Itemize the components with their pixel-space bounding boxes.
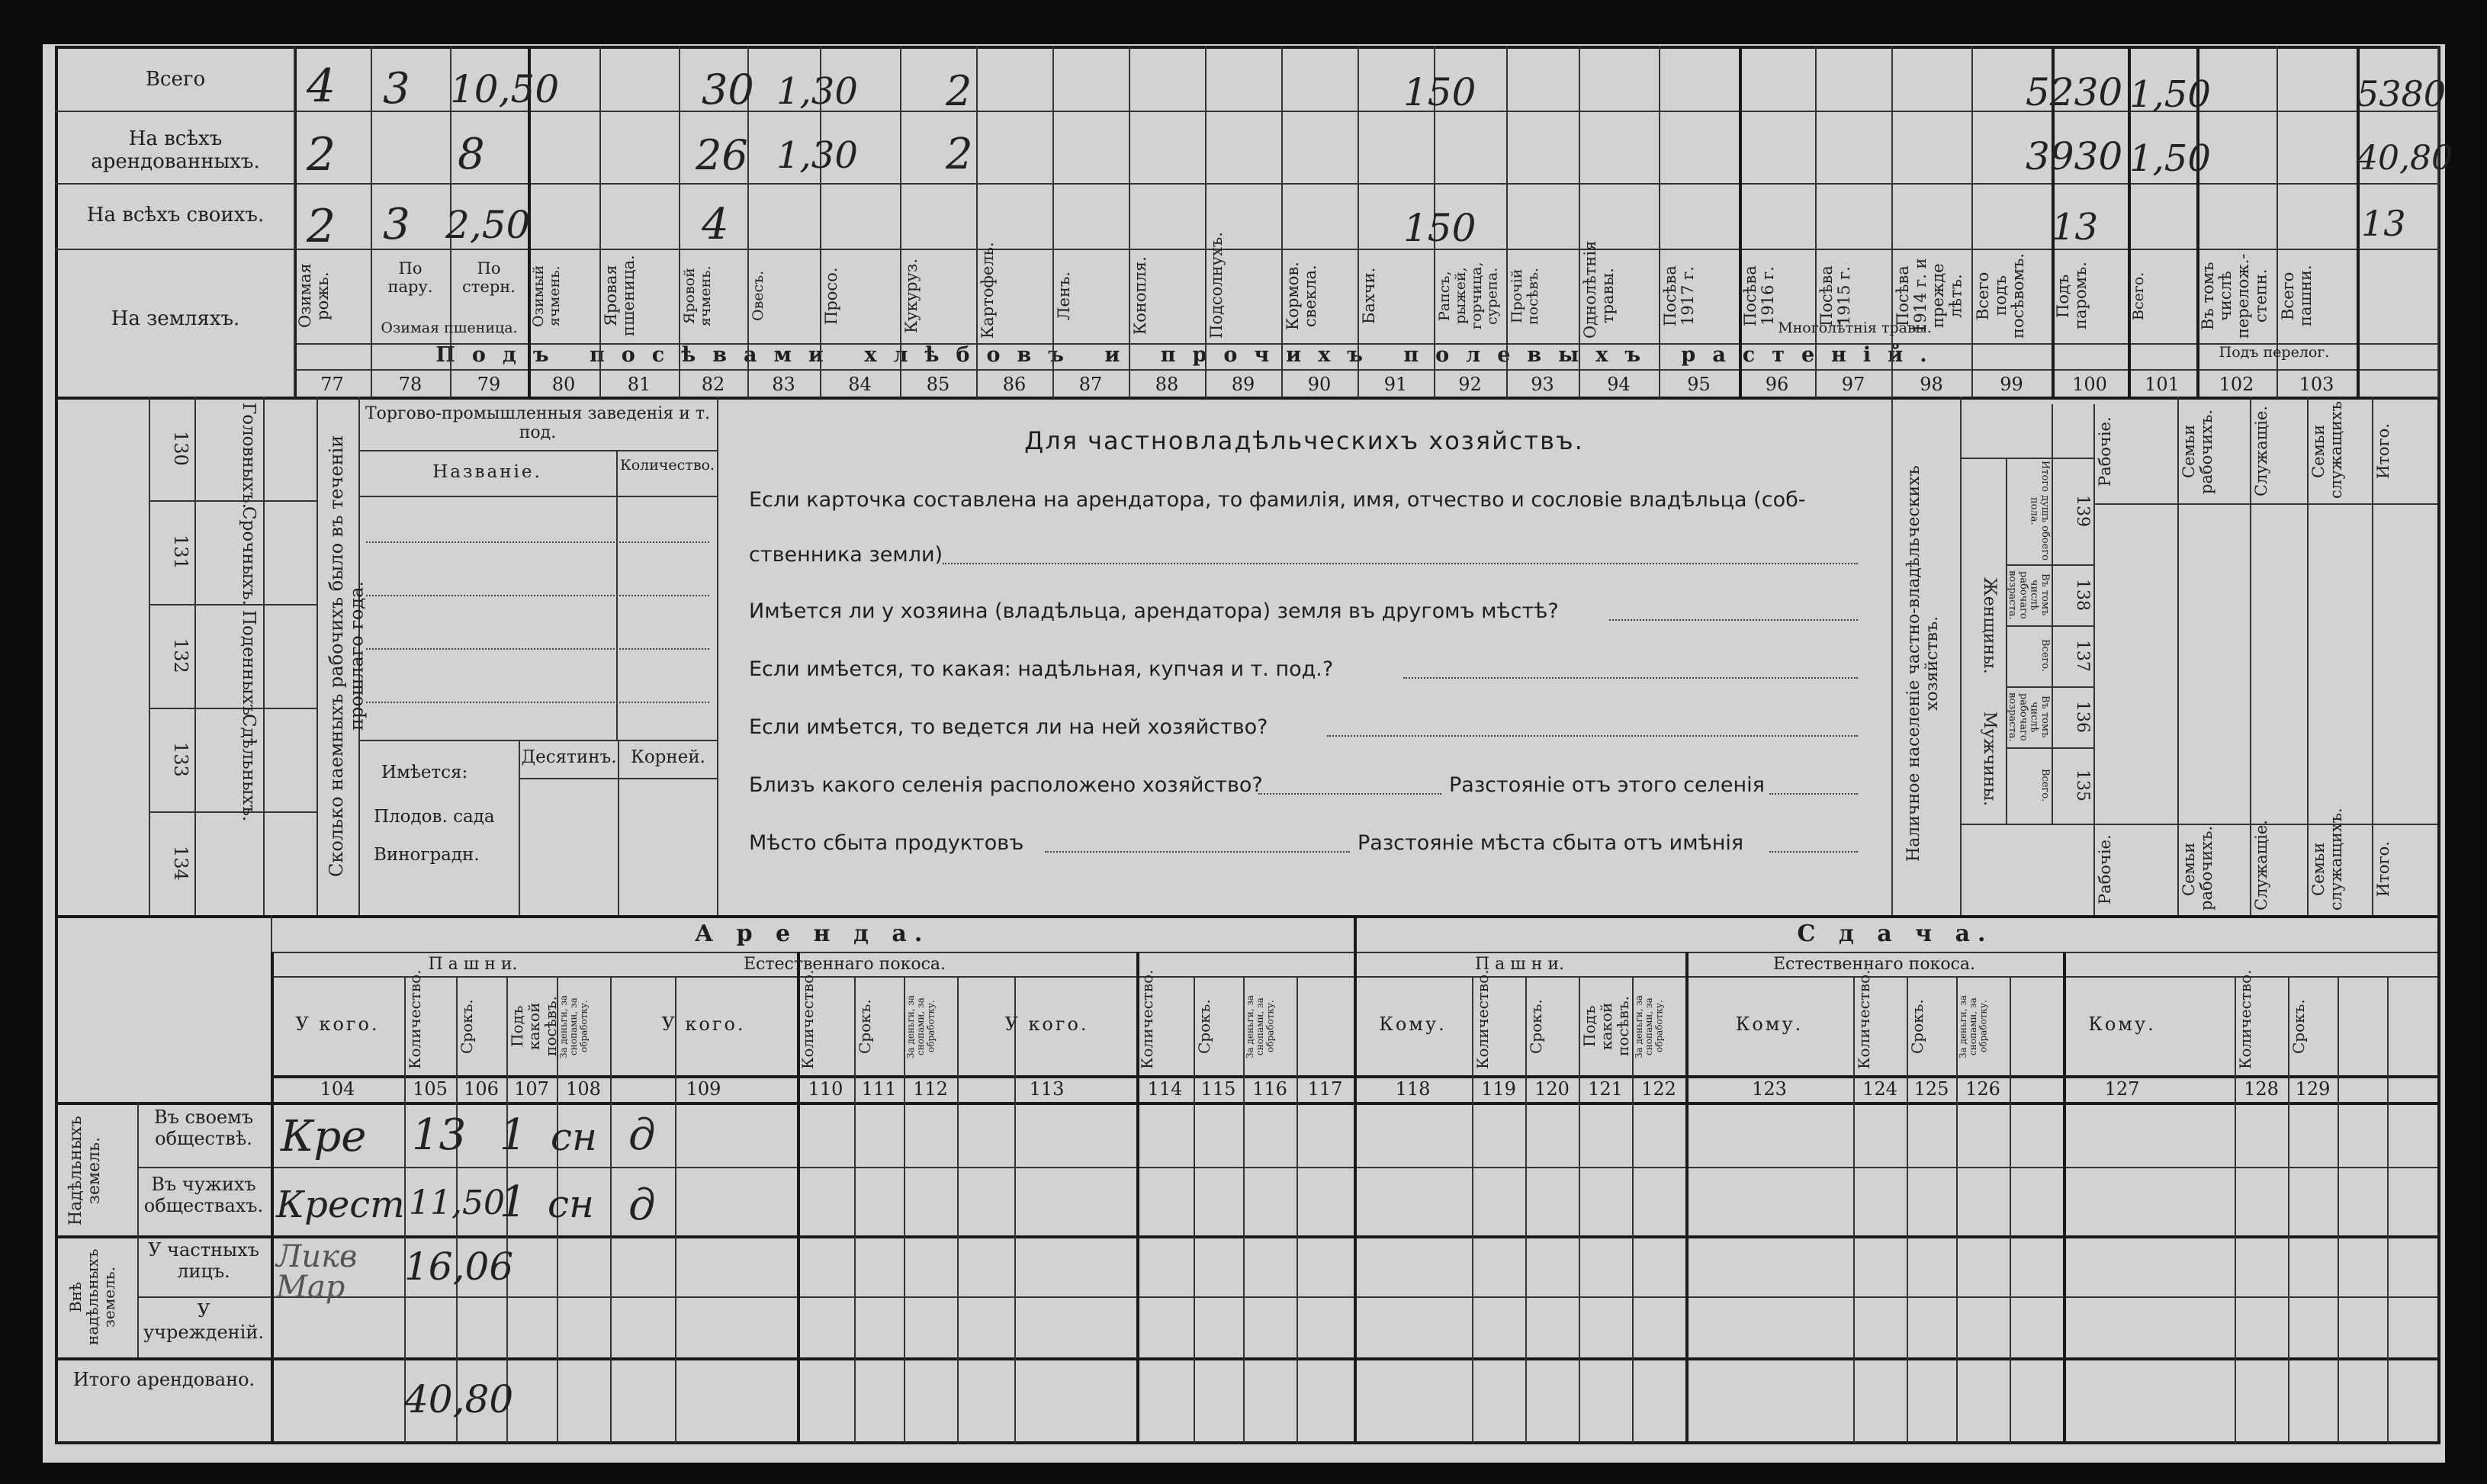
top-col-num-90: 90	[1307, 374, 1332, 395]
bottom-col-label-119: Количество.	[1473, 969, 1492, 1069]
top-col-num-92: 92	[1458, 374, 1482, 395]
question-3: Если имѣется, то какая: надѣльная, купчая и т. под.?	[749, 657, 1334, 681]
desyatin-header: Десятинъ.	[521, 747, 617, 767]
bottom-col-label-111: Срокъ.	[856, 999, 874, 1054]
bottom-col-label-109: У кого.	[661, 1013, 746, 1035]
bottom-col-num-128: 128	[2244, 1078, 2279, 1100]
bottom-col-num-116: 116	[1252, 1078, 1287, 1100]
group-mnogoletnie: Многолѣтнія травы.	[1778, 320, 1932, 336]
bottom-col-label-116: За деньги, за снопами, за обработку.	[1245, 994, 1276, 1058]
bottom-col-num-114: 114	[1147, 1078, 1183, 1100]
top-col-label-100: Подъ паромъ.	[2054, 262, 2090, 330]
top-col-num-102: 102	[2219, 374, 2254, 395]
top-col-label-87: Ленъ.	[1055, 271, 1073, 320]
hw-r2-za: д	[628, 1180, 656, 1230]
question-4: Если имѣется, то ведется ли на ней хозяйство?	[749, 715, 1268, 739]
top-col-label-88: Конопля.	[1131, 256, 1149, 336]
right-col-top-2: Семьи рабочихъ.	[2180, 409, 2216, 494]
bottom-col-label-125: Срокъ.	[1908, 999, 1926, 1054]
bottom-col-num-118: 118	[1395, 1078, 1431, 1100]
bottom-col-num-121: 121	[1588, 1078, 1623, 1100]
pop-col-label-139: Итого душъ обоего пола.	[2028, 461, 2051, 561]
top-col-num-84: 84	[848, 374, 872, 395]
bottom-col-num-123: 123	[1752, 1078, 1787, 1100]
hw-svoih-82: 4	[702, 200, 729, 249]
hw-vsego-100: 1,50	[2129, 73, 2211, 116]
top-col-label-85: Кукуруз.	[902, 258, 921, 334]
top-col-num-81: 81	[627, 374, 651, 395]
top-col-label-102: Въ томъ числѣ перелож.-степн.	[2199, 253, 2270, 339]
bottom-col-num-126: 126	[1965, 1078, 2000, 1100]
bottom-col-num-119: 119	[1481, 1078, 1516, 1100]
bottom-col-label-104: У кого.	[295, 1013, 380, 1035]
top-col-label-90: Кормов. свекла.	[1284, 262, 1320, 330]
row-itogo: Итого арендовано.	[72, 1369, 255, 1390]
bottom-col-num-106: 106	[464, 1078, 499, 1100]
bottom-col-label-127: Кому.	[2088, 1013, 2156, 1035]
vinograd-label: Виноградн.	[374, 845, 480, 865]
bottom-col-label-121: Подъ какой посѣвъ.	[1580, 996, 1632, 1057]
workers-col-num-133: 133	[170, 742, 191, 777]
bottom-col-label-105: Количество.	[406, 969, 424, 1069]
top-col-num-82: 82	[701, 374, 725, 395]
workers-col-num-131: 131	[170, 535, 191, 570]
hw-svoih-103: 13	[2361, 203, 2406, 244]
top-col-num-78: 78	[398, 374, 423, 395]
hw-svoih-99: 13	[2052, 206, 2099, 249]
top-col-num-88: 88	[1155, 374, 1179, 395]
hw-arend-83: 1,30	[776, 134, 858, 177]
hw-svoih-79: 2,50	[445, 203, 531, 247]
trade-title: Торгово-промышленныя заведенія и т. под.	[365, 404, 711, 443]
top-col-label-99: Всего подъ посѣвомъ.	[1974, 253, 2028, 339]
row-svoem: Въ своемъ обществѣ.	[153, 1107, 254, 1149]
bottom-col-num-109: 109	[686, 1078, 721, 1100]
pop-col-num-139: 139	[2073, 495, 2092, 527]
imeetsya-label: Имѣется:	[381, 763, 468, 782]
top-col-label-98: Посѣва 1914 г. и прежде лѣтъ.	[1894, 258, 1965, 334]
workers-col-num-134: 134	[170, 846, 191, 881]
top-col-label-81: Яровая пшеница.	[602, 255, 638, 337]
row-uchrezhdeniy: У учрежденій.	[143, 1300, 264, 1343]
hw-svoih-77: 2	[307, 200, 336, 253]
top-col-label-84: Просо.	[822, 267, 840, 325]
group-perelog: Подъ перелог.	[2219, 344, 2330, 361]
workers-col-label-131: Срочныхъ.	[239, 506, 259, 605]
bottom-col-num-112: 112	[913, 1078, 948, 1100]
bottom-col-num-120: 120	[1534, 1078, 1570, 1100]
top-col-label-79: По стерн.	[462, 259, 516, 297]
workers-col-num-130: 130	[170, 431, 191, 466]
hw-vsego-103: 5380	[2357, 73, 2447, 114]
hw-vsego-77: 4	[307, 59, 336, 113]
row-label-arend: На всѣхъ арендованныхъ.	[91, 127, 260, 173]
bottom-col-label-128: Количество.	[2236, 969, 2254, 1069]
hw-arend-85: 2	[946, 130, 973, 179]
hw-r2-posev: сн	[548, 1182, 594, 1226]
trade-name-header: Названіе.	[432, 462, 542, 482]
bottom-col-label-106: Срокъ.	[458, 999, 476, 1054]
row-chuzhih: Въ чужихъ обществахъ.	[143, 1174, 264, 1216]
pop-men-label: Мужчины.	[1980, 711, 1999, 807]
right-col-bot-2: Семьи рабочихъ.	[2180, 825, 2216, 911]
top-col-label-92: Рапсъ, рыжей, горчица, сурепа.	[1436, 262, 1501, 330]
bottom-col-label-126: За деньги, за снопами, за обработку.	[1958, 994, 1989, 1058]
top-col-label-83: Овесъ.	[750, 270, 766, 322]
hw-vsego-85: 2	[946, 67, 972, 115]
top-col-num-89: 89	[1231, 374, 1255, 395]
hw-vsego-82: 30	[702, 66, 754, 114]
row-label-svoih: На всѣхъ своихъ.	[86, 204, 265, 226]
top-col-label-93: Прочій посѣвъ.	[1509, 267, 1541, 325]
hw-svoih-91: 150	[1403, 206, 1476, 250]
trade-qty-header: Количество.	[619, 457, 715, 474]
hw-vsego-79: 10,50	[450, 67, 560, 111]
bottom-col-num-107: 107	[514, 1078, 549, 1100]
top-col-num-83: 83	[772, 374, 795, 395]
top-col-label-77: Озимая рожь.	[296, 263, 333, 329]
hw-vsego-78: 3	[383, 64, 410, 114]
top-col-num-91: 91	[1383, 374, 1408, 395]
top-col-num-80: 80	[551, 374, 576, 395]
sad-label: Плодов. сада	[374, 807, 495, 827]
hw-arend-103: 40,80	[2357, 139, 2453, 178]
workers-col-num-132: 132	[170, 638, 191, 673]
bottom-col-label-123: Кому.	[1735, 1013, 1804, 1035]
bottom-col-label-124: Количество.	[1855, 969, 1873, 1069]
bottom-col-num-105: 105	[413, 1078, 448, 1100]
right-col-top-5: Итого.	[2374, 423, 2392, 480]
row-label-vsego: Всего	[145, 68, 206, 91]
right-col-bot-3: Служащіе.	[2252, 820, 2270, 911]
bottom-col-label-107: Подъ какой посѣвъ.	[508, 996, 560, 1057]
hw-r3-u-kogo: Ликв Мар	[276, 1239, 358, 1305]
bottom-col-num-122: 122	[1641, 1078, 1676, 1100]
hw-r2-kol: 11,50	[409, 1184, 505, 1222]
bottom-col-num-117: 117	[1307, 1078, 1343, 1100]
hw-arend-100: 1,50	[2129, 137, 2211, 180]
hw-vsego-99: 5230	[2026, 70, 2123, 114]
hw-r1-srok: 1	[500, 1110, 527, 1160]
top-col-num-93: 93	[1531, 374, 1554, 395]
pop-col-label-135: Всего.	[2039, 769, 2051, 802]
private-title: Для частновладѣльческихъ хозяйствъ.	[1024, 426, 1584, 455]
hw-r2-u-kogo: Крест	[276, 1184, 405, 1226]
top-col-label-89: Подсолнухъ.	[1207, 232, 1226, 339]
top-col-label-78: По пару.	[387, 259, 433, 297]
top-col-num-85: 85	[926, 374, 950, 395]
top-col-label-94: Однолѣтнія травы.	[1581, 240, 1618, 339]
top-col-num-94: 94	[1607, 374, 1631, 395]
bottom-col-label-118: Кому.	[1379, 1013, 1447, 1035]
top-col-num-96: 96	[1765, 374, 1789, 395]
top-col-label-91: Бахчи.	[1360, 267, 1378, 325]
workers-col-label-133: Сдѣльныхъ.	[239, 714, 259, 822]
right-col-top-4: Семьи служащихъ.	[2309, 396, 2346, 499]
top-col-num-79: 79	[477, 374, 501, 395]
hw-vsego-83: 1,30	[776, 70, 858, 113]
bottom-col-label-114: Количество.	[1138, 969, 1156, 1069]
bottom-col-label-112: За деньги, за снопами, за обработку.	[905, 994, 937, 1058]
right-col-bot-4: Семьи служащихъ.	[2309, 808, 2346, 911]
bottom-col-label-120: Срокъ.	[1527, 999, 1545, 1054]
top-col-label-80: Озимый ячмень.	[530, 265, 563, 327]
top-col-num-95: 95	[1687, 374, 1711, 395]
hw-r3-kol: 16,06	[404, 1245, 514, 1289]
pop-col-num-138: 138	[2073, 579, 2092, 611]
top-col-num-101: 101	[2145, 374, 2180, 395]
workers-col-label-132: Поденныхъ.	[239, 610, 259, 721]
sdacha-pokos-label: Естественнаго покоса.	[1772, 955, 1975, 974]
bottom-col-label-108: За деньги, за снопами, за обработку.	[558, 994, 590, 1058]
top-col-label-96: Посѣва 1916 г.	[1741, 265, 1778, 326]
nadel-label: Надѣльныхъ земель.	[66, 1116, 104, 1225]
bottom-col-num-110: 110	[808, 1078, 843, 1100]
right-col-top-1: Рабочіе.	[2096, 416, 2114, 487]
bottom-col-label-115: Срокъ.	[1195, 999, 1213, 1054]
top-col-num-87: 87	[1078, 374, 1103, 395]
bottom-col-num-125: 125	[1913, 1078, 1949, 1100]
question-5b: Разстояніе отъ этого селенія	[1449, 773, 1765, 797]
top-col-label-101: Всего.	[2130, 271, 2147, 320]
korney-header: Корней.	[631, 747, 705, 767]
group-ozimaya: Озимая пшеница.	[381, 320, 518, 336]
right-col-bot-1: Рабочіе.	[2096, 834, 2114, 904]
top-col-num-77: 77	[320, 374, 344, 395]
bottom-col-num-108: 108	[566, 1078, 601, 1100]
hw-arend-79: 8	[458, 130, 485, 179]
pop-col-label-137: Всего.	[2039, 639, 2051, 673]
top-col-label-95: Посѣва 1917 г.	[1661, 265, 1698, 326]
arenda-pokos-label: Естественнаго покоса.	[743, 955, 946, 974]
top-col-label-86: Картофель.	[978, 242, 997, 339]
arenda-pashni-label: П а ш н и.	[428, 955, 518, 974]
question-2: Имѣется ли у хозяина (владѣльца, арендатора) земля въ другомъ мѣстѣ?	[749, 599, 1559, 623]
pop-women-label: Женщины.	[1980, 577, 1999, 674]
pop-col-num-137: 137	[2073, 640, 2092, 672]
hw-arend-82: 26	[696, 131, 748, 179]
sdacha-title: С д а ч а.	[1797, 920, 1994, 947]
pop-col-label-138: Въ томъ числѣ рабочаго возраста.	[2007, 570, 2051, 620]
question-6b: Разстояніе мѣста сбыта отъ имѣнія	[1358, 831, 1744, 855]
bottom-col-num-124: 124	[1862, 1078, 1897, 1100]
top-col-num-98: 98	[1920, 374, 1943, 395]
question-1: Если карточка составлена на арендатора, то фамилія, имя, отчество и сословіе владѣльца (соб-	[749, 488, 1806, 512]
sdacha-pashni-label: П а ш н и.	[1474, 955, 1565, 974]
bottom-col-label-129: Срокъ.	[2289, 999, 2308, 1054]
right-col-top-3: Служащіе.	[2252, 406, 2270, 497]
pop-col-label-136: Въ томъ числѣ рабочаго возраста.	[2007, 692, 2051, 742]
workers-question: Сколько наемныхъ рабочихъ было въ теченіи прошлаго года.	[326, 435, 368, 877]
top-col-num-99: 99	[2000, 374, 2023, 395]
question-6: Мѣсто сбыта продуктовъ	[749, 831, 1024, 855]
band-pod-posevami: Подъ посѣвами хлѣбовъ и прочихъ полевыхъ растеній.	[435, 343, 1944, 367]
bottom-col-label-122: За деньги, за снопами, за обработку.	[1634, 994, 1665, 1058]
top-col-label-103: Всего пашни.	[2279, 265, 2315, 327]
workers-col-label-130: Головныхъ.	[239, 403, 259, 509]
hw-arend-77: 2	[307, 128, 336, 181]
hw-svoih-78: 3	[383, 200, 410, 249]
hw-r1-u-kogo: Кре	[281, 1112, 367, 1161]
hw-itogo-kol: 40,80	[404, 1377, 514, 1421]
top-col-num-100: 100	[2072, 374, 2107, 395]
row-chastnyh: У частныхъ лицъ.	[148, 1239, 259, 1282]
bottom-col-num-129: 129	[2295, 1078, 2331, 1100]
hw-arend-99: 3930	[2026, 134, 2123, 178]
bottom-col-num-104: 104	[320, 1078, 355, 1100]
bottom-col-label-113: У кого.	[1004, 1013, 1089, 1035]
pop-col-num-136: 136	[2073, 701, 2092, 733]
hw-r1-kol: 13	[412, 1110, 467, 1160]
right-col-bot-5: Итого.	[2374, 841, 2392, 898]
arenda-title: А р е н д а.	[694, 920, 930, 947]
bottom-col-num-111: 111	[861, 1078, 897, 1100]
top-col-num-86: 86	[1002, 374, 1027, 395]
row-label-na-zemlyah: На земляхъ.	[111, 307, 240, 330]
hw-r1-posev: сн	[551, 1115, 597, 1159]
top-col-label-82: Яровой ячмень.	[681, 265, 714, 326]
bottom-col-label-110: Количество.	[798, 969, 817, 1069]
top-col-label-97: Посѣва 1915 г.	[1817, 265, 1854, 326]
hw-vsego-91: 150	[1403, 70, 1476, 114]
vne-label: Внѣ надѣльныхъ земель.	[66, 1248, 118, 1346]
top-col-num-97: 97	[1841, 374, 1865, 395]
bottom-col-num-113: 113	[1029, 1078, 1065, 1100]
top-col-num-103: 103	[2299, 374, 2334, 395]
question-1b: ственника земли)	[749, 543, 943, 567]
hw-r2-srok: 1	[500, 1177, 527, 1227]
bottom-col-num-115: 115	[1200, 1078, 1236, 1100]
bottom-col-num-127: 127	[2104, 1078, 2140, 1100]
pop-col-num-135: 135	[2073, 769, 2092, 801]
population-title: Наличное населеніе частно-владѣльческихъ хозяйствъ.	[1904, 465, 1942, 862]
question-5: Близъ какого селенія расположено хозяйство?	[749, 773, 1263, 797]
hw-r1-za: д	[628, 1110, 656, 1160]
